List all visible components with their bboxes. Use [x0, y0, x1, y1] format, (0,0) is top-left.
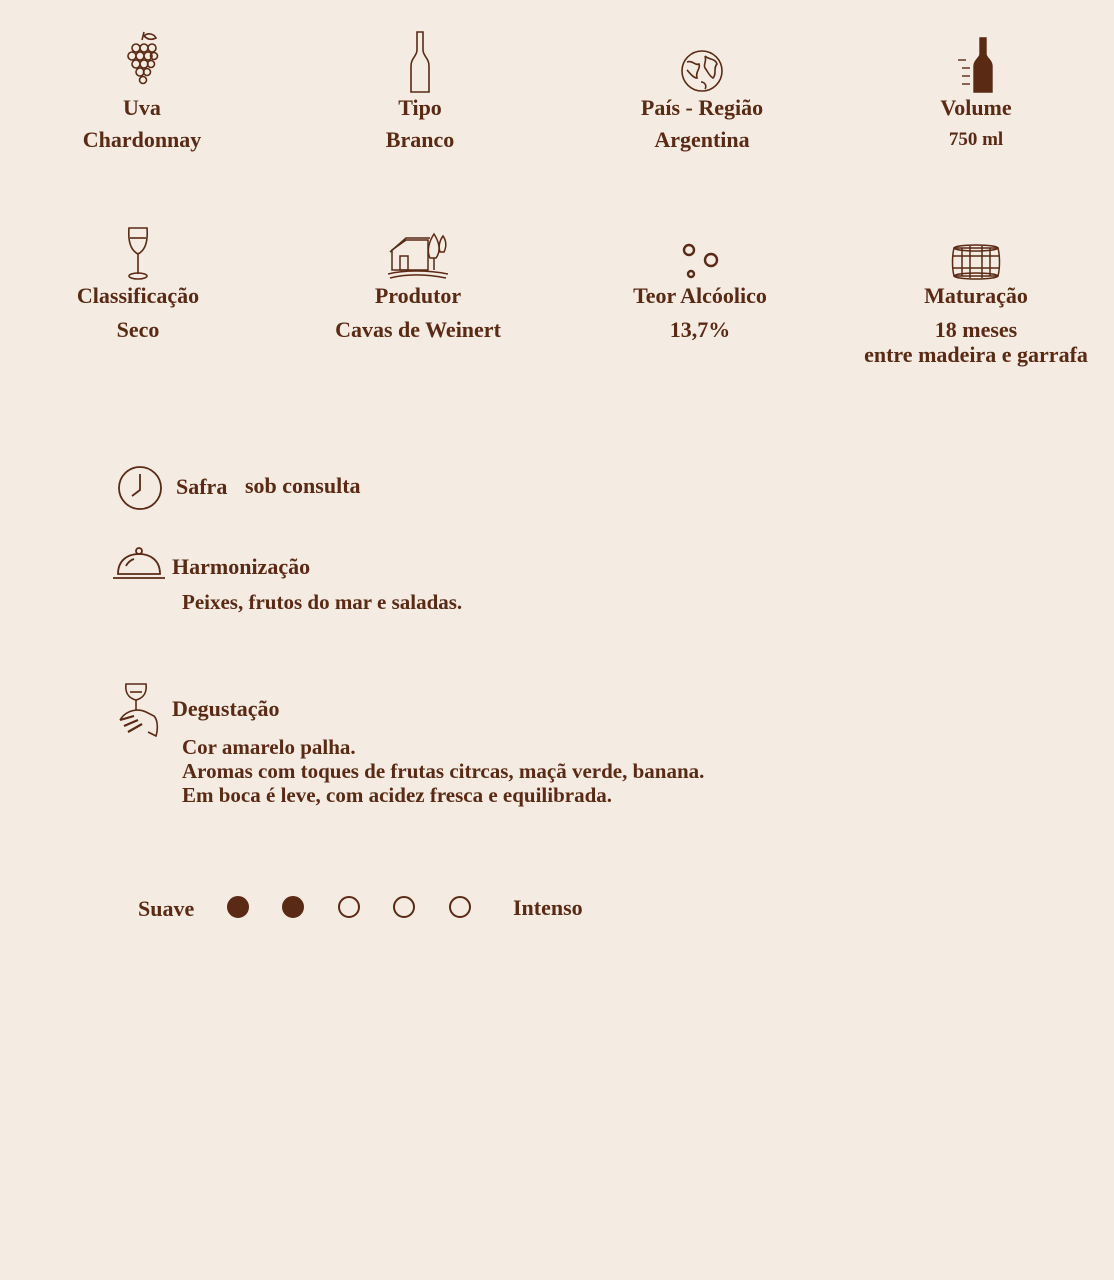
- wine-glass-icon: [8, 218, 268, 282]
- safra-label: Safra: [176, 474, 228, 499]
- harmonizacao-text: Peixes, frutos do mar e saladas.: [182, 590, 463, 614]
- spec-label: Volume: [940, 95, 1012, 120]
- spec-label: Maturação: [924, 283, 1028, 308]
- spec-value: Seco: [116, 317, 160, 342]
- intensity-min-label: Suave: [138, 896, 195, 921]
- spec-label: Tipo: [398, 95, 442, 120]
- spec-value: 13,7%: [669, 317, 731, 342]
- spec-value: 750 ml: [948, 129, 1004, 150]
- intensity-dot: [338, 896, 360, 918]
- degustacao-line: Aromas com toques de frutas citrcas, maçã verde, banana.: [182, 759, 705, 783]
- spec-label: Uva: [123, 95, 161, 120]
- spec-volume: [846, 30, 1106, 154]
- spec-tipo: [290, 30, 550, 154]
- degustacao-text: [182, 735, 704, 807]
- spec-label: País - Região: [640, 95, 764, 120]
- bottle-volume-icon: [846, 30, 1106, 94]
- spec-value-2: entre madeira e garrafa: [864, 342, 1088, 367]
- spec-label: Classificação: [76, 283, 200, 308]
- bottle-icon: [290, 30, 550, 94]
- spec-classificacao: [8, 218, 268, 344]
- spec-uva: [12, 30, 272, 154]
- degustacao-label: Degustação: [172, 696, 280, 721]
- barrel-icon: [846, 218, 1106, 282]
- degustacao-line: Em boca é leve, com acidez fresca e equilibrada.: [182, 783, 613, 807]
- spec-value: Branco: [385, 127, 455, 152]
- clock-icon: [116, 464, 164, 517]
- intensity-dot: [227, 896, 249, 918]
- spec-label: Teor Alcóolico: [633, 283, 767, 308]
- tasting-hand-icon: [116, 680, 162, 745]
- spec-value: Cavas de Weinert: [335, 317, 501, 342]
- globe-icon: [572, 30, 832, 94]
- spec-maturacao: [846, 218, 1106, 366]
- spec-produtor: [288, 218, 548, 344]
- safra-value: sob consulta: [245, 473, 361, 498]
- intensity-dot: [393, 896, 415, 918]
- spec-label: Produtor: [374, 283, 462, 308]
- intensity-max-label: Intenso: [513, 895, 583, 920]
- spec-value: Argentina: [654, 127, 750, 152]
- degustacao-line: Cor amarelo palha.: [182, 735, 356, 759]
- bubbles-icon: [570, 218, 830, 282]
- grape-icon: [12, 30, 272, 94]
- intensity-dot: [449, 896, 471, 918]
- winery-icon: [288, 218, 548, 282]
- spec-teor-alcoolico: [570, 218, 830, 344]
- intensity-dot: [282, 896, 304, 918]
- spec-value: 18 meses: [934, 317, 1018, 342]
- spec-value: Chardonnay: [82, 127, 202, 152]
- cloche-icon: [112, 546, 166, 587]
- spec-pais-regiao: [572, 30, 832, 154]
- harmonizacao-label: Harmonização: [172, 554, 311, 579]
